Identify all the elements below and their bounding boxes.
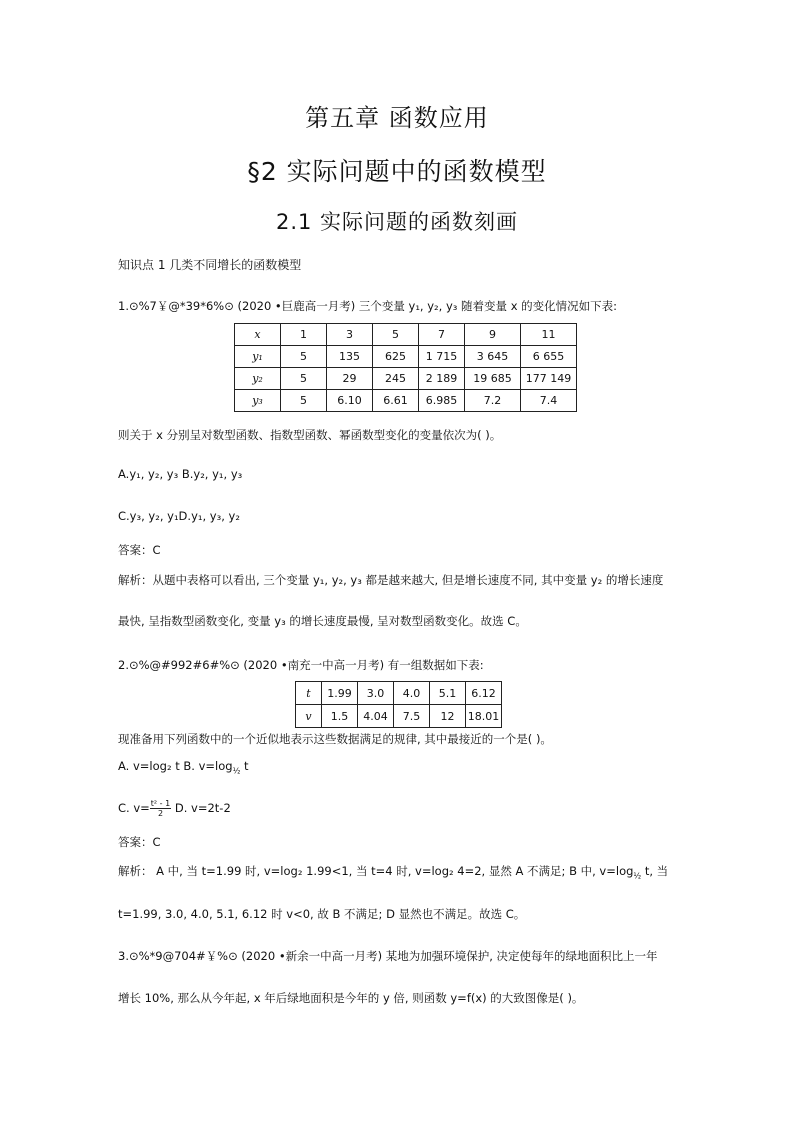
q2-analysis-part2: t, 当 [641, 864, 669, 878]
table-cell: y₂ [235, 368, 281, 390]
table-cell: 7.4 [521, 390, 577, 412]
fraction [150, 799, 171, 818]
table-cell: 12 [430, 705, 466, 728]
q2-answer: 答案：C [118, 835, 161, 849]
table-row [296, 705, 502, 728]
q1-analysis-line2: 最快, 呈指数型函数变化, 变量 y₃ 的增长速度最慢, 呈对数型函数变化。故选 C。 [118, 614, 527, 628]
q1-table [234, 323, 577, 412]
table-cell: 5 [281, 390, 327, 412]
q1-stem: 1.⊙%7￥@*39*6%⊙ (2020 •巨鹿高一月考) 三个变量 y₁, y₂, y₃ 随着变量 x 的变化情况如下表: [118, 299, 618, 313]
q1-options-cd: C.y₃, y₂, y₁D.y₁, y₃, y₂ [118, 509, 240, 523]
table-cell: 1 715 [419, 346, 465, 368]
q2-analysis-line2: t=1.99, 3.0, 4.0, 5.1, 6.12 时 v<0, 故 B 不满足; D 显然也不满足。故选 C。 [118, 907, 526, 921]
q1-answer: 答案：C [118, 543, 161, 557]
table-cell: 6.985 [419, 390, 465, 412]
section-title: §2 实际问题中的函数模型 [247, 157, 547, 186]
table-row [296, 682, 502, 705]
table-cell: 1.5 [322, 705, 358, 728]
table-cell: 29 [327, 368, 373, 390]
table-cell: 6 655 [521, 346, 577, 368]
fraction-numerator: t² - 1 [150, 799, 171, 808]
table-cell: 5 [281, 368, 327, 390]
table-cell: y₁ [235, 346, 281, 368]
q2-options-cd [118, 799, 231, 818]
table-cell: 1 [281, 324, 327, 346]
table-cell: 5 [373, 324, 419, 346]
log-base-half: ½ [232, 766, 241, 776]
table-cell: 4.04 [358, 705, 394, 728]
q1-options-ab: A.y₁, y₂, y₃ B.y₂, y₁, y₃ [118, 467, 243, 481]
log-base-half: ½ [633, 871, 642, 881]
table-cell: x [235, 324, 281, 346]
q2-option-c-prefix: C. v= [118, 801, 150, 815]
table-row [235, 346, 577, 368]
table-cell: 6.61 [373, 390, 419, 412]
q2-analysis-line1 [118, 863, 668, 880]
q2-option-d: D. v=2t-2 [171, 801, 231, 815]
table-row [235, 390, 577, 412]
table-cell: 3 645 [465, 346, 521, 368]
chapter-title: 第五章 函数应用 [305, 104, 489, 132]
table-cell: 18.01 [466, 705, 502, 728]
table-cell: 4.0 [394, 682, 430, 705]
q2-analysis-part1: 解析： A 中, 当 t=1.99 时, v=log₂ 1.99<1, 当 t=4 时, v=log₂ 4=2, 显然 A 不满足; B 中, v=log [118, 864, 634, 878]
subsection-title: 2.1 实际问题的函数刻画 [275, 210, 519, 234]
table-cell: 7.5 [394, 705, 430, 728]
fraction-denominator: 2 [157, 809, 164, 818]
q2-stem: 2.⊙%@#992#6#%⊙ (2020 •南充一中高一月考) 有一组数据如下表: [118, 658, 484, 672]
table-cell: 7.2 [465, 390, 521, 412]
table-cell: 625 [373, 346, 419, 368]
table-cell: 6.12 [466, 682, 502, 705]
q2-options-ab [118, 759, 249, 775]
table-row [235, 324, 577, 346]
q3-stem-line2: 增长 10%, 那么从今年起, x 年后绿地面积是今年的 y 倍, 则函数 y=f(x) 的大致图像是( )。 [118, 991, 584, 1005]
table-cell: 11 [521, 324, 577, 346]
q3-stem-line1: 3.⊙%*9@704#￥%⊙ (2020 •新余一中高一月考) 某地为加强环境保护, 决定使每年的绿地面积比上一年 [118, 949, 658, 963]
table-cell: y₃ [235, 390, 281, 412]
table-cell: 1.99 [322, 682, 358, 705]
table-cell: 2 189 [419, 368, 465, 390]
knowledge-point-heading: 知识点 1 几类不同增长的函数模型 [118, 258, 302, 272]
table-cell: 6.10 [327, 390, 373, 412]
table-row [235, 368, 577, 390]
table-cell: 5.1 [430, 682, 466, 705]
table-cell: 245 [373, 368, 419, 390]
table-cell: 7 [419, 324, 465, 346]
q2-option-a: A. v=log₂ t B. v=log [118, 759, 233, 773]
table-cell: 9 [465, 324, 521, 346]
q2-option-b-tail: t [240, 759, 249, 773]
q2-table [295, 681, 502, 728]
q1-ask: 则关于 x 分别呈对数型函数、指数型函数、幂函数型变化的变量依次为( )。 [118, 428, 502, 442]
table-cell: 3.0 [358, 682, 394, 705]
table-cell: 3 [327, 324, 373, 346]
table-cell: 19 685 [465, 368, 521, 390]
table-cell: v [296, 705, 322, 728]
q1-analysis-line1: 解析：从题中表格可以看出, 三个变量 y₁, y₂, y₃ 都是越来越大, 但是增长速度不同, 其中变量 y₂ 的增长速度 [118, 573, 664, 587]
table-cell: t [296, 682, 322, 705]
table-cell: 177 149 [521, 368, 577, 390]
q2-ask: 现准备用下列函数中的一个近似地表示这些数据满足的规律, 其中最接近的一个是( )。 [118, 732, 552, 746]
table-cell: 5 [281, 346, 327, 368]
table-cell: 135 [327, 346, 373, 368]
